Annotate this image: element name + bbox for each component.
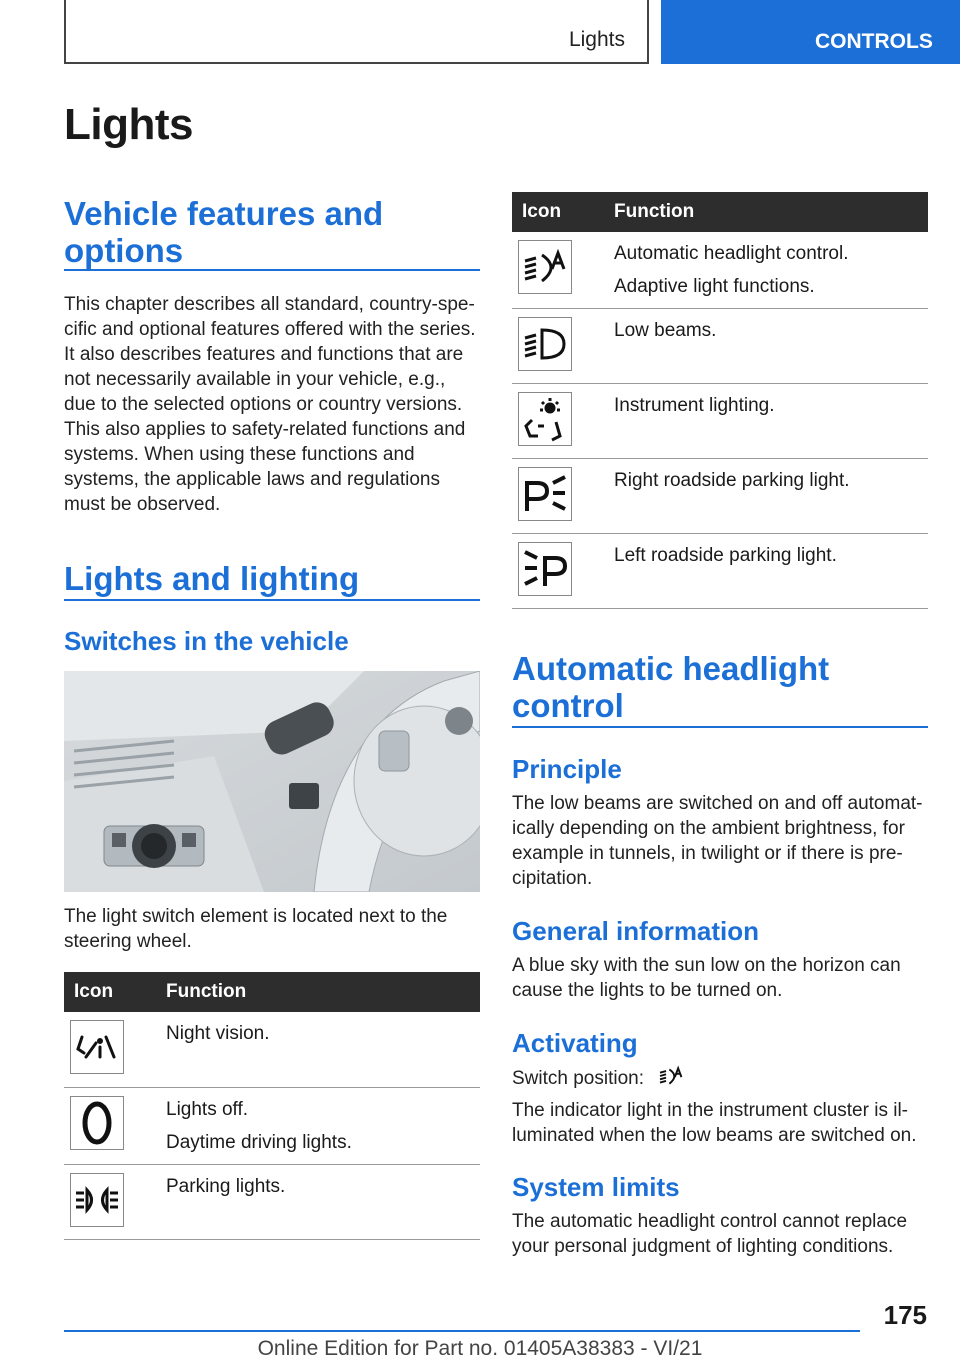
- table-row: [64, 1087, 480, 1164]
- light-switch-photo: [64, 671, 480, 892]
- switch-position-label: Switch position:: [512, 1068, 645, 1089]
- footer-text: Online Edition for Part no. 01405A38383 - VI/21: [257, 1337, 703, 1360]
- function-text: Instrument lighting.: [614, 395, 775, 416]
- vehicle-features-text: This chapter describes all standard, country-specific and optional features offered with the series. It also describes features and functions that are not necessarily available in your vehicle, e.g., due to the selected options or country versions. This also applies to safety-related functions and systems. When using these functions and systems, the applicable laws and regulations must be observed.: [64, 294, 476, 515]
- table-row: [512, 384, 928, 459]
- function-text: Right roadside parking light.: [614, 470, 850, 491]
- switch-location-text: The light switch element is located next to the steering wheel.: [64, 906, 448, 952]
- heading-auto-headlight: Automatic headlight control: [512, 650, 928, 728]
- heading-general-info: General information: [512, 916, 760, 946]
- function-text: Daytime driving lights.: [166, 1131, 352, 1153]
- switch-position-line: [512, 1065, 685, 1091]
- principle-text: The low beams are switched on and off automatically depending on the ambient brightness, for example in tunnels, in twilight or if there is precipitation.: [512, 793, 923, 889]
- general-info-text: A blue sky with the sun low on the horizon can cause the lights to be turned on.: [512, 955, 901, 1001]
- footer-divider: [64, 1330, 860, 1332]
- lights-off-icon: [70, 1096, 124, 1150]
- col-function-header: Function: [614, 192, 928, 232]
- auto-headlight-icon: [518, 240, 572, 294]
- left-parking-light-icon: [518, 542, 572, 596]
- heading-vehicle-features: Vehicle features and options: [64, 195, 480, 271]
- header-chapter-tab[interactable]: CONTROLS: [661, 0, 960, 64]
- heading-lights-lighting: Lights and lighting: [64, 560, 480, 601]
- header-section-title: Lights: [568, 28, 625, 51]
- function-text: Parking lights.: [166, 1175, 286, 1197]
- table-row: [512, 534, 928, 609]
- left-icon-table: [64, 972, 480, 1240]
- col-icon-header: Icon: [64, 972, 166, 1012]
- page-number: 175: [883, 1300, 927, 1330]
- instrument-lighting-icon: [518, 392, 572, 446]
- right-parking-light-icon: [518, 467, 572, 521]
- col-icon-header: Icon: [512, 192, 614, 232]
- header-section-box: [64, 0, 649, 64]
- heading-principle: Principle: [512, 754, 622, 784]
- function-text: Adaptive light functions.: [614, 276, 815, 297]
- auto-headlight-icon: [657, 1065, 685, 1087]
- heading-system-limits: System limits: [512, 1172, 680, 1202]
- activating-text: The indicator light in the instrument cluster is illuminated when the low beams are switched on.: [512, 1100, 917, 1146]
- parking-lights-icon: [70, 1173, 124, 1227]
- table-header-row: [512, 192, 928, 232]
- function-text: Night vision.: [166, 1023, 270, 1044]
- table-row: [512, 459, 928, 534]
- table-row: [512, 309, 928, 384]
- low-beams-icon: [518, 317, 572, 371]
- function-text: Low beams.: [614, 320, 717, 341]
- table-header-row: [64, 972, 480, 1012]
- col-function-header: Function: [166, 972, 480, 1012]
- system-limits-text: The automatic headlight control cannot replace your personal judgment of lighting conditions.: [512, 1211, 908, 1257]
- page-title: Lights: [64, 100, 193, 149]
- function-text: Left roadside parking light.: [614, 545, 837, 566]
- heading-activating: Activating: [512, 1028, 638, 1058]
- function-text: Lights off.: [166, 1098, 249, 1120]
- table-row: [64, 1164, 480, 1239]
- night-vision-icon: [70, 1020, 124, 1074]
- function-text: Automatic headlight control.: [614, 243, 849, 264]
- heading-switches: Switches in the vehicle: [64, 626, 349, 656]
- table-row: [512, 232, 928, 309]
- right-icon-table: [512, 192, 928, 609]
- table-row: [64, 1012, 480, 1087]
